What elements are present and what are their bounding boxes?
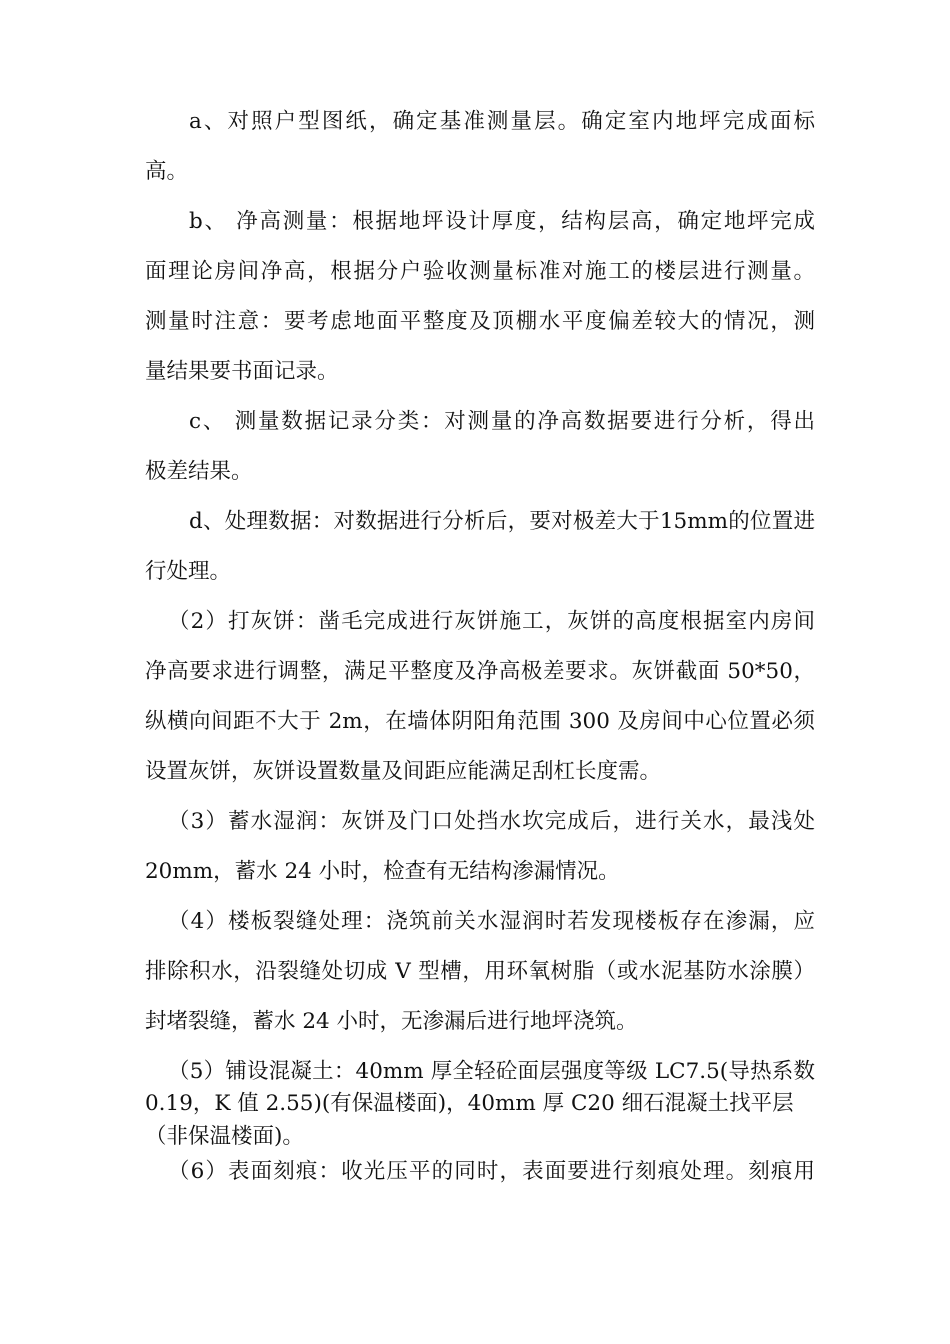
paragraph-line: a、对照户型图纸，确定基准测量层。确定室内地坪完成面标 bbox=[189, 109, 815, 134]
paragraph-line: 量结果要书面记录。 bbox=[145, 359, 339, 384]
paragraph-line: 极差结果。 bbox=[145, 459, 253, 484]
paragraph-line: 0.19，K 值 2.55)(有保温楼面)，40mm 厚 C20 细石混凝土找平层 bbox=[145, 1091, 794, 1116]
paragraph-line: 排除积水，沿裂缝处切成 V 型槽，用环氧树脂（或水泥基防水涂膜） bbox=[145, 959, 815, 984]
paragraph-line: 高。 bbox=[145, 159, 189, 184]
paragraph-line: 纵横向间距不大于 2m，在墙体阴阳角范围 300 及房间中心位置必须 bbox=[145, 709, 815, 734]
paragraph-line: c、 测量数据记录分类：对测量的净高数据要进行分析，得出 bbox=[189, 409, 815, 434]
paragraph-line: b、 净高测量：根据地坪设计厚度，结构层高，确定地坪完成 bbox=[189, 209, 815, 234]
paragraph-line: （3）蓄水湿润：灰饼及门口处挡水坎完成后，进行关水，最浅处 bbox=[168, 809, 815, 834]
paragraph-line: （非保温楼面)。 bbox=[145, 1124, 304, 1149]
paragraph-line: 面理论房间净高，根据分户验收测量标准对施工的楼层进行测量。 bbox=[145, 259, 815, 284]
paragraph-line: （5）铺设混凝土：40mm 厚全轻砼面层强度等级 LC7.5(导热系数 bbox=[168, 1059, 815, 1084]
paragraph-line: （4）楼板裂缝处理：浇筑前关水湿润时若发现楼板存在渗漏，应 bbox=[168, 909, 815, 934]
paragraph-line: （2）打灰饼：凿毛完成进行灰饼施工，灰饼的高度根据室内房间 bbox=[168, 609, 815, 634]
paragraph-line: 净高要求进行调整，满足平整度及净高极差要求。灰饼截面 50*50， bbox=[145, 659, 815, 684]
paragraph-line: 封堵裂缝，蓄水 24 小时，无渗漏后进行地坪浇筑。 bbox=[145, 1009, 638, 1034]
paragraph-line: 行处理。 bbox=[145, 559, 232, 584]
paragraph-line: 20mm，蓄水 24 小时，检查有无结构渗漏情况。 bbox=[145, 859, 620, 884]
paragraph-line: 设置灰饼，灰饼设置数量及间距应能满足刮杠长度需。 bbox=[145, 759, 662, 784]
paragraph-line: （6）表面刻痕：收光压平的同时，表面要进行刻痕处理。刻痕用 bbox=[168, 1159, 815, 1184]
paragraph-line: d、处理数据：对数据进行分析后，要对极差大于15mm的位置进 bbox=[189, 509, 815, 534]
paragraph-line: 测量时注意：要考虑地面平整度及顶棚水平度偏差较大的情况，测 bbox=[145, 309, 815, 334]
